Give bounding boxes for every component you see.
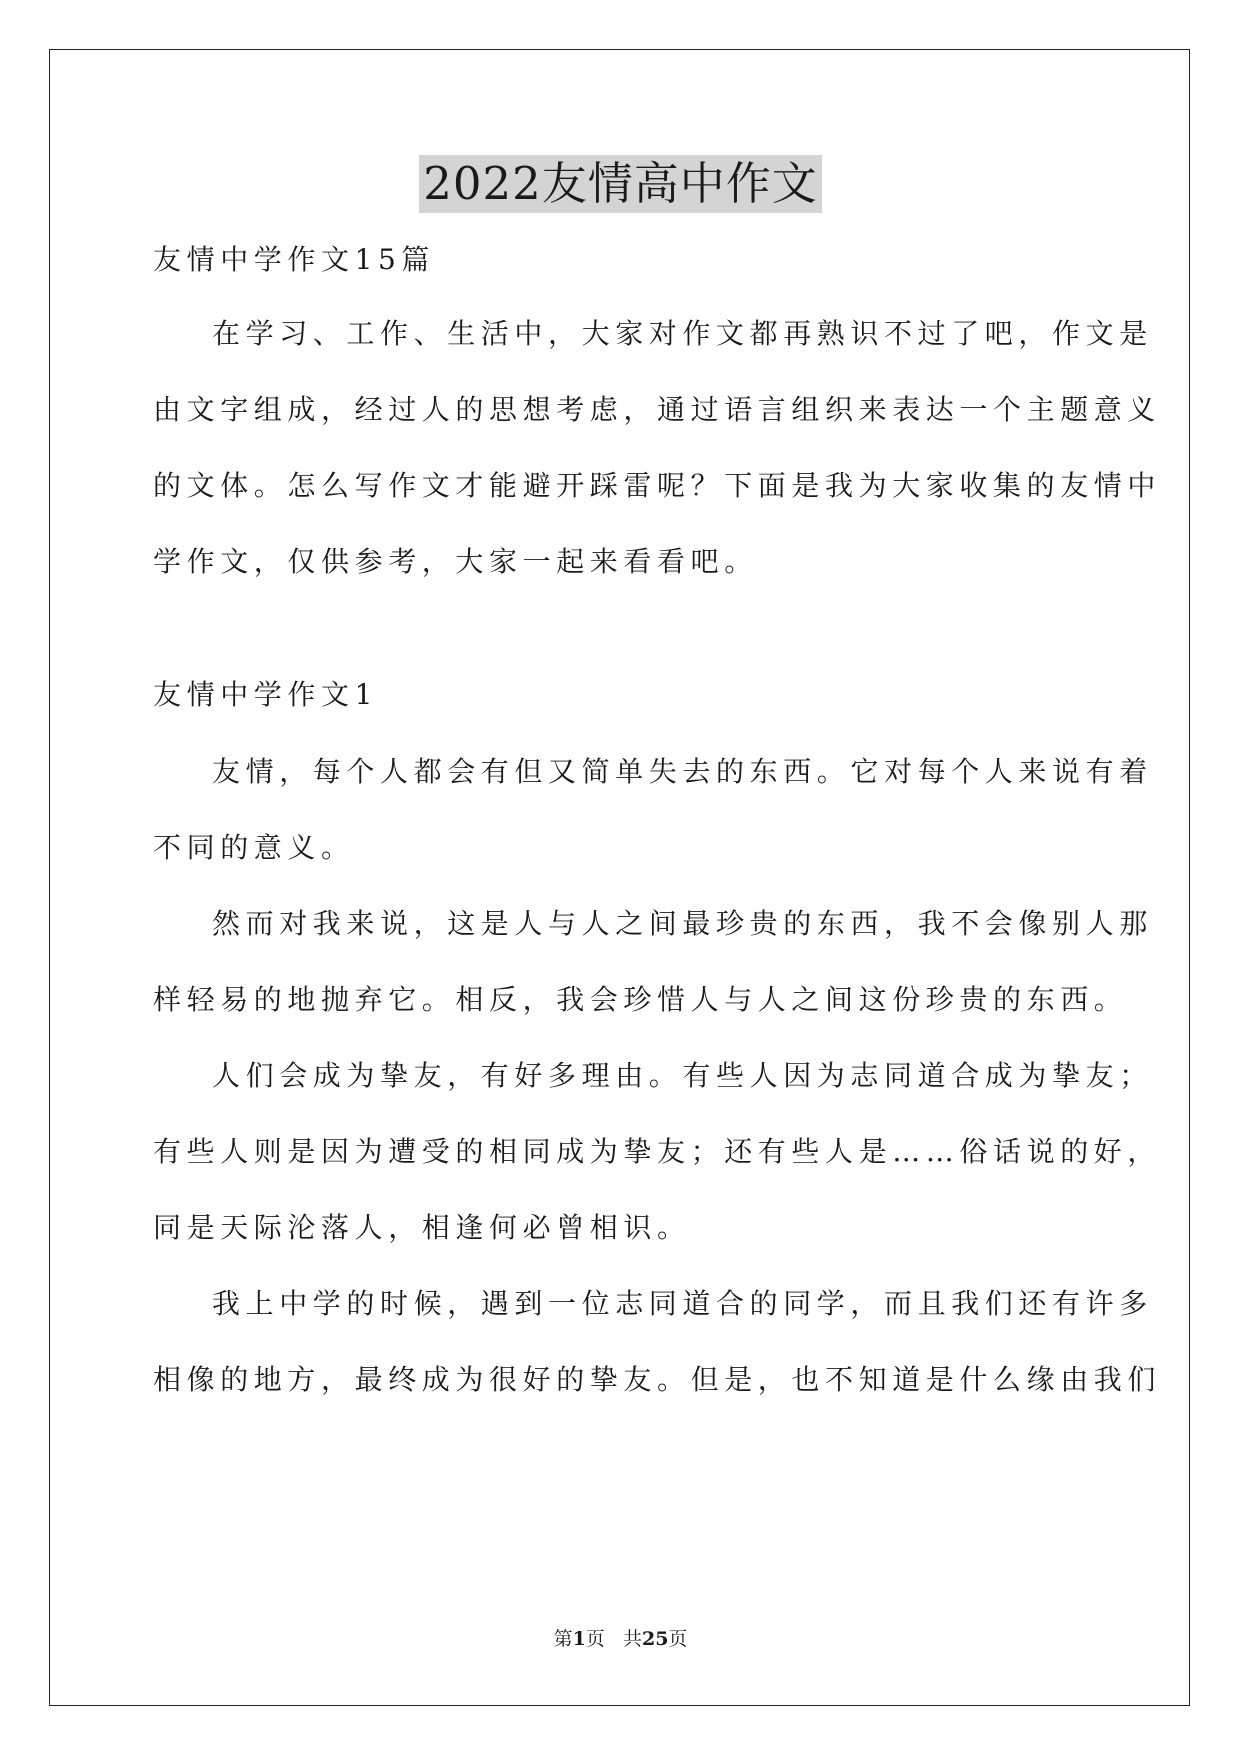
section-heading: 友情中学作文1 — [153, 678, 379, 711]
document-subtitle: 友情中学作文15篇 — [153, 243, 436, 276]
page-total: 25 — [641, 1628, 669, 1650]
body-line: 有些人则是因为遭受的相同成为挚友；还有些人是……俗话说的好， — [153, 1135, 1162, 1168]
body-line: 样轻易的地抛弃它。相反，我会珍惜人与人之间这份珍贵的东西。 — [153, 983, 1128, 1016]
page-number-prefix: 第 — [553, 1628, 573, 1650]
page-total-unit: 页 — [668, 1628, 688, 1650]
body-line: 人们会成为挚友，有好多理由。有些人因为志同道合成为挚友； — [212, 1059, 1153, 1092]
intro-line: 在学习、工作、生活中，大家对作文都再熟识不过了吧，作文是 — [212, 317, 1153, 350]
title-wrap — [0, 155, 1241, 213]
body-line: 不同的意义。 — [153, 831, 355, 864]
body-line: 同是天际沦落人，相逢何必曾相识。 — [153, 1211, 691, 1244]
intro-line: 学作文，仅供参考，大家一起来看看吧。 — [153, 545, 758, 578]
body-line: 友情，每个人都会有但又简单失去的东西。它对每个人来说有着 — [212, 755, 1153, 788]
page-footer — [0, 1627, 1241, 1651]
intro-line: 的文体。怎么写作文才能避开踩雷呢？下面是我为大家收集的友情中 — [153, 469, 1162, 502]
page-border — [49, 49, 1190, 1706]
body-line: 我上中学的时候，遇到一位志同道合的同学，而且我们还有许多 — [212, 1287, 1153, 1320]
intro-line: 由文字组成，经过人的思想考虑，通过语言组织来表达一个主题意义 — [153, 393, 1162, 426]
body-line: 相像的地方，最终成为很好的挚友。但是，也不知道是什么缘由我们 — [153, 1363, 1162, 1396]
page-total-prefix: 共 — [622, 1628, 642, 1650]
body-line: 然而对我来说，这是人与人之间最珍贵的东西，我不会像别人那 — [212, 907, 1153, 940]
document-title: 2022友情高中作文 — [419, 155, 822, 213]
page-number-current: 1 — [572, 1628, 586, 1650]
page-number-unit: 页 — [585, 1628, 605, 1650]
